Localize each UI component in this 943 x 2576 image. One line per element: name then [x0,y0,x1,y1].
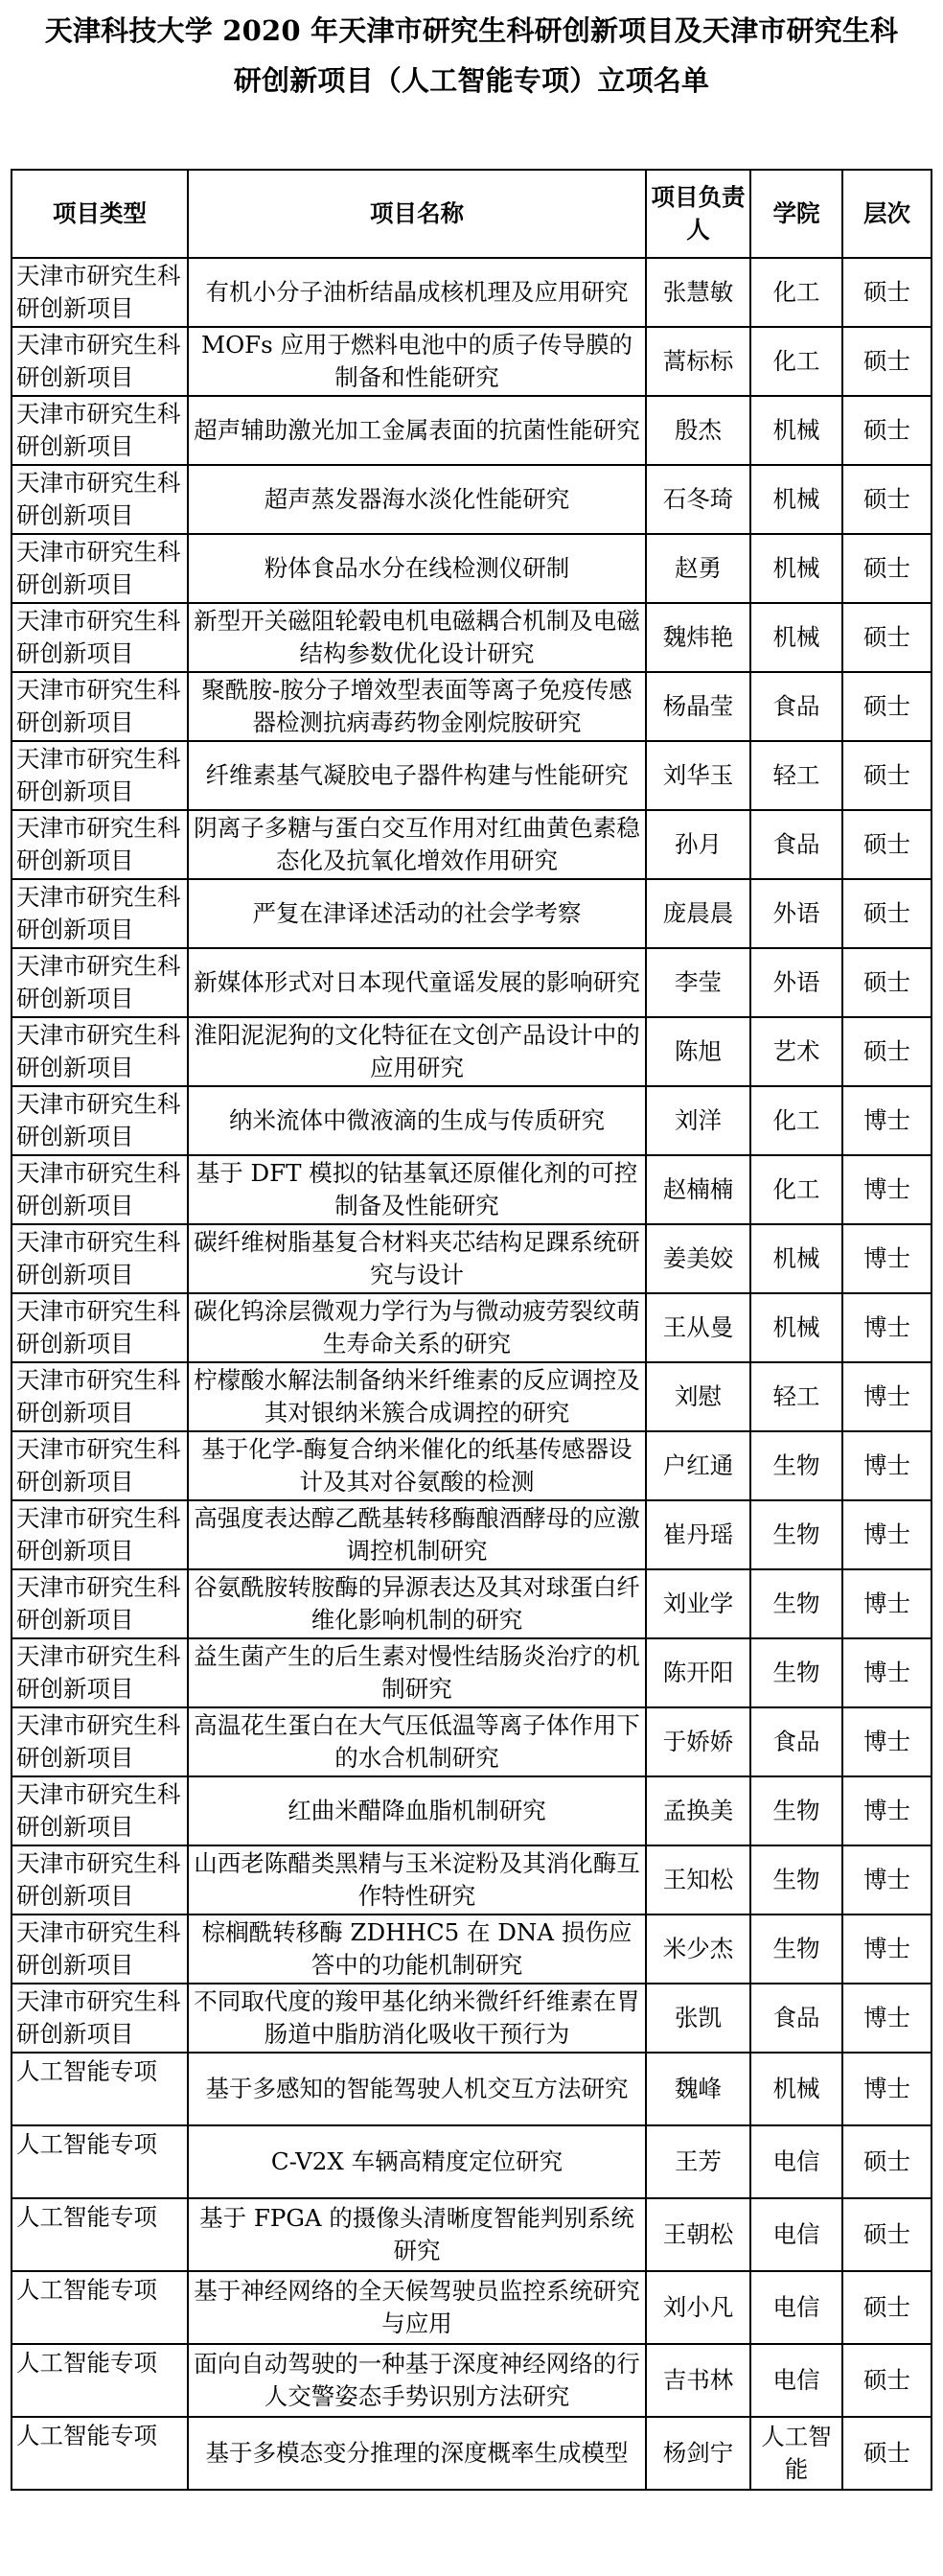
level-cell: 博士 [842,1707,932,1776]
title-line-1: 天津科技大学 2020 年天津市研究生科研创新项目及天津市研究生科 [44,14,899,47]
project-lead-cell: 石冬琦 [646,465,750,534]
project-type-cell: 天津市研究生科研创新项目 [12,1915,188,1984]
level-cell: 硕士 [842,258,932,327]
project-lead-cell: 庞晨晨 [646,879,750,948]
department-cell: 生物 [750,1915,842,1984]
project-name-cell: 柠檬酸水解法制备纳米纤维素的反应调控及其对银纳米簇合成调控的研究 [188,1362,646,1431]
project-type-cell: 天津市研究生科研创新项目 [12,1086,188,1155]
page-title [0,0,943,105]
project-type-cell: 天津市研究生科研创新项目 [12,1224,188,1293]
level-cell: 硕士 [842,2344,932,2417]
table-row [12,396,932,465]
project-type-cell: 天津市研究生科研创新项目 [12,534,188,603]
project-name-cell: 超声辅助激光加工金属表面的抗菌性能研究 [188,396,646,465]
level-cell: 博士 [842,1845,932,1915]
project-lead-cell: 吉书林 [646,2344,750,2417]
project-type-cell: 天津市研究生科研创新项目 [12,258,188,327]
project-lead-cell: 刘业学 [646,1569,750,1638]
project-lead-cell: 王从曼 [646,1293,750,1362]
project-type-cell: 人工智能专项 [12,2271,188,2344]
level-cell: 硕士 [842,534,932,603]
project-type-cell: 天津市研究生科研创新项目 [12,810,188,879]
project-lead-cell: 李莹 [646,948,750,1017]
project-type-cell: 天津市研究生科研创新项目 [12,1569,188,1638]
project-name-cell: MOFs 应用于燃料电池中的质子传导膜的制备和性能研究 [188,327,646,396]
level-cell: 博士 [842,1224,932,1293]
title-line-2: 研创新项目（人工智能专项）立项名单 [233,64,710,97]
project-name-cell: C-V2X 车辆高精度定位研究 [188,2125,646,2198]
project-type-cell: 天津市研究生科研创新项目 [12,948,188,1017]
table-row [12,1845,932,1915]
department-cell: 生物 [750,1638,842,1707]
level-cell: 博士 [842,1362,932,1431]
project-type-cell: 天津市研究生科研创新项目 [12,1984,188,2053]
table-row [12,2417,932,2490]
project-name-cell: 基于 FPGA 的摄像头清晰度智能判别系统研究 [188,2198,646,2271]
project-type-cell: 天津市研究生科研创新项目 [12,327,188,396]
department-cell: 轻工 [750,741,842,810]
header-project-lead: 项目负责人 [646,170,750,258]
header-level: 层次 [842,170,932,258]
table-row [12,465,932,534]
project-lead-cell: 魏炜艳 [646,603,750,672]
level-cell: 博士 [842,1086,932,1155]
level-cell: 博士 [842,1776,932,1845]
project-type-cell: 天津市研究生科研创新项目 [12,741,188,810]
department-cell: 生物 [750,1500,842,1569]
department-cell: 食品 [750,1707,842,1776]
project-type-cell: 天津市研究生科研创新项目 [12,879,188,948]
project-lead-cell: 陈开阳 [646,1638,750,1707]
project-name-cell: 益生菌产生的后生素对慢性结肠炎治疗的机制研究 [188,1638,646,1707]
project-name-cell: 碳化钨涂层微观力学行为与微动疲劳裂纹萌生寿命关系的研究 [188,1293,646,1362]
project-name-cell: 纤维素基气凝胶电子器件构建与性能研究 [188,741,646,810]
table-row [12,741,932,810]
project-lead-cell: 刘洋 [646,1086,750,1155]
level-cell: 博士 [842,1984,932,2053]
project-lead-cell: 刘慰 [646,1362,750,1431]
project-type-cell: 人工智能专项 [12,2198,188,2271]
table-row [12,1017,932,1086]
project-lead-cell: 王朝松 [646,2198,750,2271]
department-cell: 人工智能 [750,2417,842,2490]
department-cell: 化工 [750,258,842,327]
table-row [12,1915,932,1984]
level-cell: 硕士 [842,2417,932,2490]
project-lead-cell: 姜美姣 [646,1224,750,1293]
project-name-cell: 棕榈酰转移酶 ZDHHC5 在 DNA 损伤应答中的功能机制研究 [188,1915,646,1984]
level-cell: 硕士 [842,879,932,948]
table-row [12,603,932,672]
department-cell: 轻工 [750,1362,842,1431]
project-name-cell: 新型开关磁阻轮毂电机电磁耦合机制及电磁结构参数优化设计研究 [188,603,646,672]
project-lead-cell: 蒿标标 [646,327,750,396]
level-cell: 博士 [842,1915,932,1984]
project-type-cell: 天津市研究生科研创新项目 [12,1431,188,1500]
project-lead-cell: 赵勇 [646,534,750,603]
level-cell: 硕士 [842,2198,932,2271]
table-row [12,1086,932,1155]
level-cell: 硕士 [842,465,932,534]
project-type-cell: 天津市研究生科研创新项目 [12,1638,188,1707]
department-cell: 食品 [750,1984,842,2053]
project-name-cell: 基于多感知的智能驾驶人机交互方法研究 [188,2053,646,2125]
department-cell: 生物 [750,1845,842,1915]
project-lead-cell: 赵楠楠 [646,1155,750,1224]
level-cell: 博士 [842,1638,932,1707]
project-name-cell: 谷氨酰胺转胺酶的异源表达及其对球蛋白纤维化影响机制的研究 [188,1569,646,1638]
project-lead-cell: 王知松 [646,1845,750,1915]
level-cell: 硕士 [842,396,932,465]
table-row [12,879,932,948]
department-cell: 机械 [750,465,842,534]
header-department: 学院 [750,170,842,258]
project-name-cell: 基于 DFT 模拟的钴基氧还原催化剂的可控制备及性能研究 [188,1155,646,1224]
table-row [12,1224,932,1293]
table-row [12,1569,932,1638]
project-lead-cell: 崔丹瑶 [646,1500,750,1569]
department-cell: 机械 [750,534,842,603]
project-type-cell: 天津市研究生科研创新项目 [12,1500,188,1569]
level-cell: 博士 [842,1500,932,1569]
department-cell: 化工 [750,327,842,396]
project-name-cell: 淮阳泥泥狗的文化特征在文创产品设计中的应用研究 [188,1017,646,1086]
level-cell: 硕士 [842,672,932,741]
project-lead-cell: 张慧敏 [646,258,750,327]
project-name-cell: 基于神经网络的全天候驾驶员监控系统研究与应用 [188,2271,646,2344]
project-type-cell: 天津市研究生科研创新项目 [12,1776,188,1845]
level-cell: 硕士 [842,948,932,1017]
table-row [12,534,932,603]
level-cell: 硕士 [842,2125,932,2198]
department-cell: 机械 [750,2053,842,2125]
project-lead-cell: 于娇娇 [646,1707,750,1776]
project-list-table [11,169,932,2491]
table-row [12,2344,932,2417]
project-name-cell: 超声蒸发器海水淡化性能研究 [188,465,646,534]
level-cell: 博士 [842,1155,932,1224]
table-row [12,672,932,741]
level-cell: 硕士 [842,741,932,810]
project-name-cell: 高温花生蛋白在大气压低温等离子体作用下的水合机制研究 [188,1707,646,1776]
department-cell: 电信 [750,2344,842,2417]
table-row [12,1984,932,2053]
project-lead-cell: 孙月 [646,810,750,879]
project-name-cell: 碳纤维树脂基复合材料夹芯结构足踝系统研究与设计 [188,1224,646,1293]
department-cell: 机械 [750,603,842,672]
table-row [12,1431,932,1500]
level-cell: 硕士 [842,327,932,396]
department-cell: 机械 [750,1293,842,1362]
header-project-type: 项目类型 [12,170,188,258]
project-lead-cell: 殷杰 [646,396,750,465]
department-cell: 机械 [750,1224,842,1293]
department-cell: 电信 [750,2198,842,2271]
project-lead-cell: 杨晶莹 [646,672,750,741]
project-lead-cell: 刘华玉 [646,741,750,810]
project-type-cell: 天津市研究生科研创新项目 [12,396,188,465]
project-name-cell: 山西老陈醋类黑精与玉米淀粉及其消化酶互作特性研究 [188,1845,646,1915]
level-cell: 博士 [842,1569,932,1638]
header-project-name: 项目名称 [188,170,646,258]
table-row [12,258,932,327]
project-type-cell: 天津市研究生科研创新项目 [12,1155,188,1224]
department-cell: 食品 [750,672,842,741]
table-row [12,1776,932,1845]
project-name-cell: 红曲米醋降血脂机制研究 [188,1776,646,1845]
table-row [12,1155,932,1224]
project-name-cell: 基于多模态变分推理的深度概率生成模型 [188,2417,646,2490]
department-cell: 机械 [750,396,842,465]
level-cell: 硕士 [842,1017,932,1086]
project-name-cell: 粉体食品水分在线检测仪研制 [188,534,646,603]
department-cell: 电信 [750,2125,842,2198]
project-lead-cell: 户红通 [646,1431,750,1500]
table-body [12,258,932,2490]
project-name-cell: 面向自动驾驶的一种基于深度神经网络的行人交警姿态手势识别方法研究 [188,2344,646,2417]
table-row [12,810,932,879]
project-type-cell: 天津市研究生科研创新项目 [12,1017,188,1086]
department-cell: 艺术 [750,1017,842,1086]
table-row [12,2271,932,2344]
department-cell: 外语 [750,948,842,1017]
project-type-cell: 天津市研究生科研创新项目 [12,465,188,534]
table-row [12,2125,932,2198]
project-type-cell: 天津市研究生科研创新项目 [12,672,188,741]
project-type-cell: 天津市研究生科研创新项目 [12,1845,188,1915]
project-lead-cell: 杨剑宁 [646,2417,750,2490]
table-row [12,2053,932,2125]
table-row [12,327,932,396]
project-name-cell: 有机小分子油析结晶成核机理及应用研究 [188,258,646,327]
project-type-cell: 天津市研究生科研创新项目 [12,1362,188,1431]
project-name-cell: 不同取代度的羧甲基化纳米微纤纤维素在胃肠道中脂肪消化吸收干预行为 [188,1984,646,2053]
department-cell: 外语 [750,879,842,948]
project-name-cell: 聚酰胺-胺分子增效型表面等离子免疫传感器检测抗病毒药物金刚烷胺研究 [188,672,646,741]
table-row [12,1362,932,1431]
project-lead-cell: 米少杰 [646,1915,750,1984]
level-cell: 博士 [842,1293,932,1362]
project-lead-cell: 魏峰 [646,2053,750,2125]
project-type-cell: 人工智能专项 [12,2125,188,2198]
project-type-cell: 人工智能专项 [12,2417,188,2490]
project-name-cell: 基于化学-酶复合纳米催化的纸基传感器设计及其对谷氨酸的检测 [188,1431,646,1500]
department-cell: 生物 [750,1431,842,1500]
department-cell: 化工 [750,1155,842,1224]
table-row [12,2198,932,2271]
project-lead-cell: 刘小凡 [646,2271,750,2344]
project-lead-cell: 张凯 [646,1984,750,2053]
project-lead-cell: 陈旭 [646,1017,750,1086]
project-name-cell: 高强度表达醇乙酰基转移酶酿酒酵母的应激调控机制研究 [188,1500,646,1569]
department-cell: 生物 [750,1569,842,1638]
department-cell: 电信 [750,2271,842,2344]
table-row [12,948,932,1017]
department-cell: 化工 [750,1086,842,1155]
project-name-cell: 新媒体形式对日本现代童谣发展的影响研究 [188,948,646,1017]
table-header-row [12,170,932,258]
project-name-cell: 严复在津译述活动的社会学考察 [188,879,646,948]
department-cell: 生物 [750,1776,842,1845]
table-row [12,1500,932,1569]
project-type-cell: 天津市研究生科研创新项目 [12,1293,188,1362]
project-type-cell: 人工智能专项 [12,2344,188,2417]
level-cell: 硕士 [842,810,932,879]
project-type-cell: 人工智能专项 [12,2053,188,2125]
project-lead-cell: 孟换美 [646,1776,750,1845]
project-type-cell: 天津市研究生科研创新项目 [12,1707,188,1776]
level-cell: 硕士 [842,603,932,672]
project-name-cell: 纳米流体中微液滴的生成与传质研究 [188,1086,646,1155]
project-lead-cell: 王芳 [646,2125,750,2198]
project-type-cell: 天津市研究生科研创新项目 [12,603,188,672]
table-row [12,1638,932,1707]
department-cell: 食品 [750,810,842,879]
level-cell: 博士 [842,1431,932,1500]
table-row [12,1707,932,1776]
level-cell: 博士 [842,2053,932,2125]
table-row [12,1293,932,1362]
project-name-cell: 阴离子多糖与蛋白交互作用对红曲黄色素稳态化及抗氧化增效作用研究 [188,810,646,879]
level-cell: 硕士 [842,2271,932,2344]
